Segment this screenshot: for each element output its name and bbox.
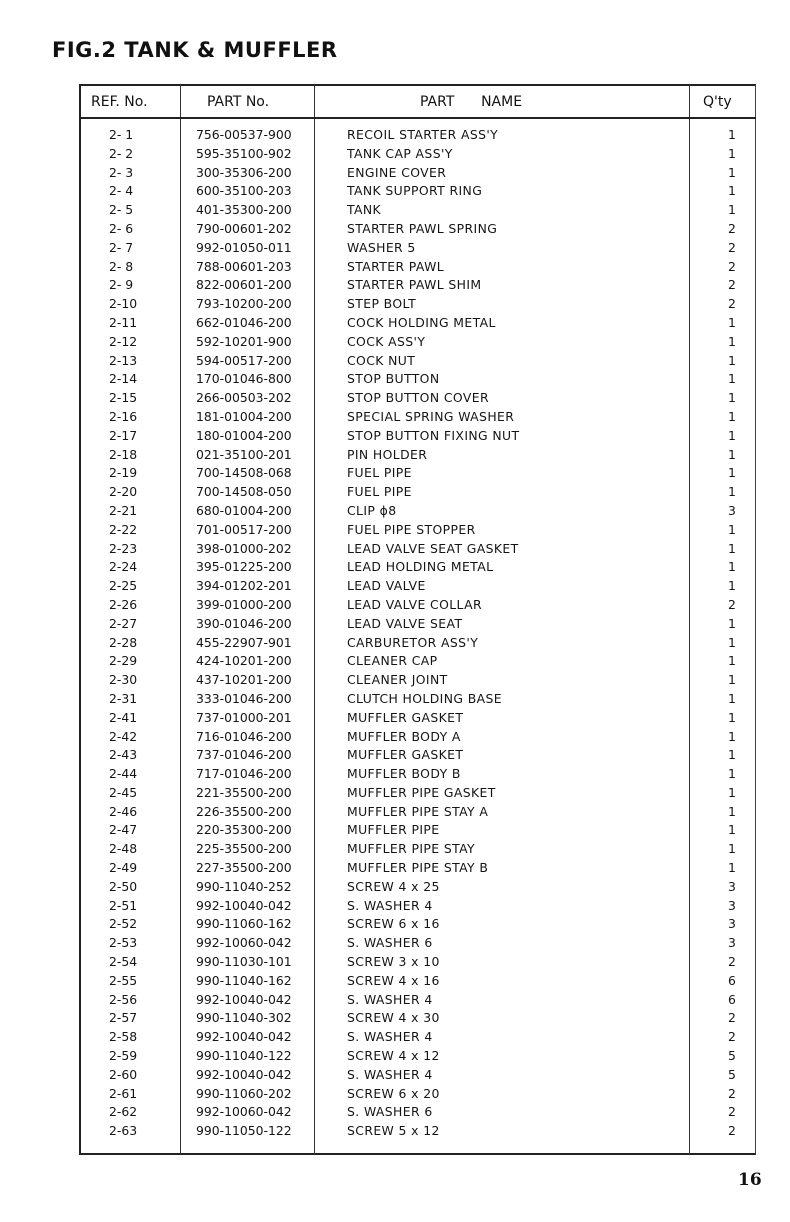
part-name-cell: CLEANER JOINT <box>347 672 448 688</box>
quantity-cell: 6 <box>728 991 736 1007</box>
quantity-cell: 1 <box>728 690 736 706</box>
header-part: PART No. <box>207 94 270 110</box>
part-number-cell: 822-00601-200 <box>196 277 292 293</box>
part-number-cell: 227-35500-200 <box>196 860 292 876</box>
part-name-cell: FUEL PIPE <box>347 484 412 500</box>
part-number-cell: 225-35500-200 <box>196 841 292 857</box>
table-row <box>79 482 756 501</box>
part-name-cell: CLEANER CAP <box>347 653 438 669</box>
part-number-cell: 990-11050-122 <box>196 1123 292 1139</box>
part-name-cell: SCREW 3 x 10 <box>347 954 440 970</box>
part-name-cell: S. WASHER 4 <box>347 1029 433 1045</box>
table-row <box>79 163 756 182</box>
ref-cell: 2-47 <box>109 822 138 838</box>
table-row <box>79 1102 756 1121</box>
part-name-cell: MUFFLER PIPE STAY <box>347 841 476 857</box>
part-name-cell: MUFFLER GASKET <box>347 747 464 763</box>
part-number-cell: 390-01046-200 <box>196 615 292 631</box>
table-row <box>79 445 756 464</box>
part-name-cell: COCK ASS'Y <box>347 333 426 349</box>
quantity-cell: 2 <box>728 1029 736 1045</box>
part-name-cell: TANK SUPPORT RING <box>347 183 483 199</box>
ref-cell: 2-19 <box>109 465 138 481</box>
table-row <box>79 125 756 144</box>
part-number-cell: 455-22907-901 <box>196 634 292 650</box>
part-name-cell: S. WASHER 6 <box>347 935 433 951</box>
part-name-cell: STEP BOLT <box>347 296 417 312</box>
quantity-cell: 1 <box>728 615 736 631</box>
table-row <box>79 332 756 351</box>
ref-cell: 2- 3 <box>109 164 134 180</box>
quantity-cell: 1 <box>728 709 736 725</box>
table-row <box>79 820 756 839</box>
part-name-cell: WASHER 5 <box>347 239 416 255</box>
ref-cell: 2- 1 <box>109 127 134 142</box>
part-number-cell: 398-01000-202 <box>196 540 292 556</box>
ref-cell: 2-42 <box>109 728 138 744</box>
ref-cell: 2-18 <box>109 446 138 462</box>
ref-cell: 2-56 <box>109 991 138 1007</box>
quantity-cell: 1 <box>728 860 736 876</box>
ref-cell: 2-22 <box>109 521 138 537</box>
quantity-cell: 1 <box>728 559 736 575</box>
quantity-cell: 3 <box>728 897 736 913</box>
table-row <box>79 557 756 576</box>
part-number-cell: 680-01004-200 <box>196 502 292 518</box>
quantity-cell: 1 <box>728 465 736 481</box>
quantity-cell: 1 <box>728 164 736 180</box>
ref-cell: 2-30 <box>109 672 138 688</box>
quantity-cell: 1 <box>728 653 736 669</box>
part-name-cell: MUFFLER PIPE STAY A <box>347 803 489 819</box>
quantity-cell: 1 <box>728 390 736 406</box>
table-row <box>79 1065 756 1084</box>
quantity-cell: 1 <box>728 408 736 424</box>
part-number-cell: 756-00537-900 <box>196 127 292 142</box>
ref-cell: 2-49 <box>109 860 138 876</box>
ref-cell: 2-58 <box>109 1029 138 1045</box>
part-name-cell: LEAD VALVE SEAT <box>347 615 463 631</box>
part-number-cell: 716-01046-200 <box>196 728 292 744</box>
ref-cell: 2-46 <box>109 803 138 819</box>
part-number-cell: 700-14508-068 <box>196 465 292 481</box>
table-row <box>79 1046 756 1065</box>
quantity-cell: 5 <box>728 1048 736 1064</box>
table-row <box>79 1008 756 1027</box>
table-row <box>79 971 756 990</box>
ref-cell: 2-13 <box>109 352 138 368</box>
page-title: FIG.2 TANK & MUFFLER <box>52 38 338 62</box>
part-number-cell: 181-01004-200 <box>196 408 292 424</box>
part-number-cell: 990-11040-252 <box>196 878 292 894</box>
table-row <box>79 783 756 802</box>
part-name-cell: LEAD HOLDING METAL <box>347 559 494 575</box>
table-row <box>79 463 756 482</box>
table-row <box>79 877 756 896</box>
part-name-cell: SCREW 4 x 30 <box>347 1010 440 1026</box>
ref-cell: 2-53 <box>109 935 138 951</box>
part-number-cell: 595-35100-902 <box>196 145 292 161</box>
part-number-cell: 992-10060-042 <box>196 1104 292 1120</box>
part-number-cell: 790-00601-202 <box>196 220 292 236</box>
part-name-cell: TANK CAP ASS'Y <box>347 145 453 161</box>
ref-cell: 2-24 <box>109 559 138 575</box>
part-number-cell: 424-10201-200 <box>196 653 292 669</box>
table-row <box>79 369 756 388</box>
ref-cell: 2-16 <box>109 408 138 424</box>
quantity-cell: 2 <box>728 1104 736 1120</box>
ref-cell: 2-12 <box>109 333 138 349</box>
part-number-cell: 266-00503-202 <box>196 390 292 406</box>
table-row <box>79 1084 756 1103</box>
part-number-cell: 992-10060-042 <box>196 935 292 951</box>
part-number-cell: 700-14508-050 <box>196 484 292 500</box>
part-name-cell: SCREW 5 x 12 <box>347 1123 440 1139</box>
ref-cell: 2-31 <box>109 690 138 706</box>
quantity-cell: 1 <box>728 446 736 462</box>
part-name-cell: SCREW 4 x 25 <box>347 878 440 894</box>
part-name-cell: LEAD VALVE SEAT GASKET <box>347 540 519 556</box>
quantity-cell: 1 <box>728 333 736 349</box>
table-row <box>79 501 756 520</box>
quantity-cell: 1 <box>728 127 736 142</box>
table-row <box>79 595 756 614</box>
table-row <box>79 633 756 652</box>
part-name-cell: FUEL PIPE STOPPER <box>347 521 476 537</box>
ref-cell: 2-61 <box>109 1085 138 1101</box>
ref-cell: 2-28 <box>109 634 138 650</box>
part-number-cell: 788-00601-203 <box>196 258 292 274</box>
part-number-cell: 220-35300-200 <box>196 822 292 838</box>
quantity-cell: 1 <box>728 578 736 594</box>
part-number-cell: 793-10200-200 <box>196 296 292 312</box>
quantity-cell: 2 <box>728 239 736 255</box>
ref-cell: 2-15 <box>109 390 138 406</box>
quantity-cell: 3 <box>728 916 736 932</box>
ref-cell: 2-51 <box>109 897 138 913</box>
quantity-cell: 1 <box>728 803 736 819</box>
part-number-cell: 990-11040-302 <box>196 1010 292 1026</box>
part-name-cell: S. WASHER 4 <box>347 1066 433 1082</box>
table-row <box>79 407 756 426</box>
table-row <box>79 1027 756 1046</box>
part-name-cell: MUFFLER PIPE STAY B <box>347 860 489 876</box>
quantity-cell: 5 <box>728 1066 736 1082</box>
part-number-cell: 737-01000-201 <box>196 709 292 725</box>
quantity-cell: 2 <box>728 277 736 293</box>
part-name-cell: CARBURETOR ASS'Y <box>347 634 479 650</box>
ref-cell: 2-29 <box>109 653 138 669</box>
table-row <box>79 181 756 200</box>
ref-cell: 2-21 <box>109 502 138 518</box>
table-row <box>79 238 756 257</box>
part-name-cell: ENGINE COVER <box>347 164 447 180</box>
ref-cell: 2-27 <box>109 615 138 631</box>
part-number-cell: 990-11040-162 <box>196 972 292 988</box>
table-row <box>79 745 756 764</box>
table-row <box>79 388 756 407</box>
part-number-cell: 300-35306-200 <box>196 164 292 180</box>
ref-cell: 2-48 <box>109 841 138 857</box>
part-number-cell: 180-01004-200 <box>196 427 292 443</box>
part-name-cell: SCREW 4 x 16 <box>347 972 440 988</box>
part-name-cell: MUFFLER BODY A <box>347 728 461 744</box>
quantity-cell: 1 <box>728 766 736 782</box>
part-name-cell: COCK NUT <box>347 352 416 368</box>
ref-cell: 2-26 <box>109 596 138 612</box>
table-row <box>79 896 756 915</box>
ref-cell: 2-50 <box>109 878 138 894</box>
table-row <box>79 933 756 952</box>
ref-cell: 2-59 <box>109 1048 138 1064</box>
ref-cell: 2-57 <box>109 1010 138 1026</box>
table-row <box>79 689 756 708</box>
table-row <box>79 275 756 294</box>
quantity-cell: 3 <box>728 502 736 518</box>
ref-cell: 2-41 <box>109 709 138 725</box>
ref-cell: 2-45 <box>109 784 138 800</box>
quantity-cell: 3 <box>728 935 736 951</box>
ref-cell: 2- 5 <box>109 202 134 218</box>
quantity-cell: 2 <box>728 258 736 274</box>
table-row <box>79 614 756 633</box>
ref-cell: 2-10 <box>109 296 138 312</box>
table-row <box>79 426 756 445</box>
quantity-cell: 1 <box>728 841 736 857</box>
ref-cell: 2-60 <box>109 1066 138 1082</box>
part-name-cell: S. WASHER 6 <box>347 1104 433 1120</box>
part-name-cell: STOP BUTTON FIXING NUT <box>347 427 520 443</box>
part-name-cell: CLIP ϕ8 <box>347 502 397 518</box>
table-row <box>79 313 756 332</box>
quantity-cell: 1 <box>728 672 736 688</box>
ref-cell: 2- 8 <box>109 258 134 274</box>
part-number-cell: 992-01050-011 <box>196 239 292 255</box>
quantity-cell: 2 <box>728 1085 736 1101</box>
table-row <box>79 839 756 858</box>
quantity-cell: 2 <box>728 1010 736 1026</box>
table-row <box>79 764 756 783</box>
part-number-cell: 021-35100-201 <box>196 446 292 462</box>
part-name-cell: MUFFLER PIPE GASKET <box>347 784 496 800</box>
quantity-cell: 1 <box>728 352 736 368</box>
part-name-cell: SCREW 6 x 20 <box>347 1085 440 1101</box>
part-name-cell: STARTER PAWL SHIM <box>347 277 482 293</box>
ref-cell: 2-14 <box>109 371 138 387</box>
ref-cell: 2- 6 <box>109 220 134 236</box>
ref-cell: 2-62 <box>109 1104 138 1120</box>
part-name-cell: RECOIL STARTER ASS'Y <box>347 127 499 142</box>
table-row <box>79 990 756 1009</box>
part-number-cell: 992-10040-042 <box>196 1029 292 1045</box>
quantity-cell: 2 <box>728 1123 736 1139</box>
part-number-cell: 399-01000-200 <box>196 596 292 612</box>
part-number-cell: 594-00517-200 <box>196 352 292 368</box>
ref-cell: 2-17 <box>109 427 138 443</box>
part-name-cell: S. WASHER 4 <box>347 991 433 1007</box>
part-number-cell: 600-35100-203 <box>196 183 292 199</box>
quantity-cell: 1 <box>728 314 736 330</box>
part-name-cell: SCREW 4 x 12 <box>347 1048 440 1064</box>
table-body <box>79 125 756 1140</box>
quantity-cell: 1 <box>728 484 736 500</box>
part-number-cell: 737-01046-200 <box>196 747 292 763</box>
ref-cell: 2-23 <box>109 540 138 556</box>
quantity-cell: 1 <box>728 371 736 387</box>
quantity-cell: 1 <box>728 728 736 744</box>
ref-cell: 2-55 <box>109 972 138 988</box>
quantity-cell: 6 <box>728 972 736 988</box>
part-name-cell: SPECIAL SPRING WASHER <box>347 408 515 424</box>
part-name-cell: CLUTCH HOLDING BASE <box>347 690 503 706</box>
quantity-cell: 2 <box>728 220 736 236</box>
part-number-cell: 992-10040-042 <box>196 991 292 1007</box>
ref-cell: 2-63 <box>109 1123 138 1139</box>
quantity-cell: 2 <box>728 954 736 970</box>
quantity-cell: 1 <box>728 202 736 218</box>
quantity-cell: 3 <box>728 878 736 894</box>
ref-cell: 2- 4 <box>109 183 134 199</box>
part-name-cell: STOP BUTTON COVER <box>347 390 489 406</box>
ref-cell: 2-52 <box>109 916 138 932</box>
table-row <box>79 520 756 539</box>
part-name-cell: SCREW 6 x 16 <box>347 916 440 932</box>
part-name-cell: MUFFLER PIPE <box>347 822 440 838</box>
part-number-cell: 717-01046-200 <box>196 766 292 782</box>
header-ref: REF. No. <box>91 94 148 110</box>
part-name-cell: FUEL PIPE <box>347 465 412 481</box>
quantity-cell: 1 <box>728 634 736 650</box>
table-row <box>79 219 756 238</box>
part-number-cell: 990-11040-122 <box>196 1048 292 1064</box>
quantity-cell: 1 <box>728 183 736 199</box>
page-number: 16 <box>738 1170 762 1190</box>
quantity-cell: 1 <box>728 427 736 443</box>
part-number-cell: 395-01225-200 <box>196 559 292 575</box>
table-row <box>79 670 756 689</box>
part-number-cell: 990-11030-101 <box>196 954 292 970</box>
table-row <box>79 576 756 595</box>
quantity-cell: 2 <box>728 296 736 312</box>
part-name-cell: TANK <box>347 202 382 218</box>
part-number-cell: 701-00517-200 <box>196 521 292 537</box>
quantity-cell: 1 <box>728 521 736 537</box>
part-name-cell: STARTER PAWL <box>347 258 445 274</box>
table-row <box>79 1121 756 1140</box>
quantity-cell: 1 <box>728 747 736 763</box>
table-row <box>79 858 756 877</box>
table-row <box>79 144 756 163</box>
part-name-cell: LEAD VALVE <box>347 578 426 594</box>
part-number-cell: 221-35500-200 <box>196 784 292 800</box>
part-number-cell: 990-11060-162 <box>196 916 292 932</box>
quantity-cell: 1 <box>728 784 736 800</box>
part-name-cell: STARTER PAWL SPRING <box>347 220 498 236</box>
part-number-cell: 437-10201-200 <box>196 672 292 688</box>
part-number-cell: 992-10040-042 <box>196 897 292 913</box>
quantity-cell: 1 <box>728 540 736 556</box>
part-number-cell: 333-01046-200 <box>196 690 292 706</box>
ref-cell: 2- 9 <box>109 277 134 293</box>
ref-cell: 2-25 <box>109 578 138 594</box>
quantity-cell: 1 <box>728 145 736 161</box>
part-name-cell: MUFFLER GASKET <box>347 709 464 725</box>
part-name-cell: S. WASHER 4 <box>347 897 433 913</box>
quantity-cell: 2 <box>728 596 736 612</box>
table-row <box>79 257 756 276</box>
table-row <box>79 914 756 933</box>
table-row <box>79 200 756 219</box>
part-number-cell: 394-01202-201 <box>196 578 292 594</box>
part-name-cell: PIN HOLDER <box>347 446 428 462</box>
ref-cell: 2-44 <box>109 766 138 782</box>
table-row <box>79 727 756 746</box>
table-row <box>79 539 756 558</box>
part-name-cell: COCK HOLDING METAL <box>347 314 496 330</box>
part-number-cell: 990-11060-202 <box>196 1085 292 1101</box>
table-row <box>79 952 756 971</box>
ref-cell: 2- 7 <box>109 239 134 255</box>
part-number-cell: 592-10201-900 <box>196 333 292 349</box>
part-number-cell: 401-35300-200 <box>196 202 292 218</box>
table-row <box>79 294 756 313</box>
ref-cell: 2-54 <box>109 954 138 970</box>
ref-cell: 2-20 <box>109 484 138 500</box>
header-divider <box>79 117 756 119</box>
part-name-cell: MUFFLER BODY B <box>347 766 461 782</box>
part-name-cell: LEAD VALVE COLLAR <box>347 596 483 612</box>
part-number-cell: 170-01046-800 <box>196 371 292 387</box>
table-row <box>79 351 756 370</box>
part-name-cell: STOP BUTTON <box>347 371 440 387</box>
part-number-cell: 662-01046-200 <box>196 314 292 330</box>
ref-cell: 2-11 <box>109 314 138 330</box>
table-row <box>79 708 756 727</box>
part-number-cell: 226-35500-200 <box>196 803 292 819</box>
header-name: PART NAME <box>420 94 523 110</box>
header-qty: Q'ty <box>703 94 732 110</box>
quantity-cell: 1 <box>728 822 736 838</box>
ref-cell: 2-43 <box>109 747 138 763</box>
ref-cell: 2- 2 <box>109 145 134 161</box>
table-row <box>79 651 756 670</box>
part-number-cell: 992-10040-042 <box>196 1066 292 1082</box>
table-row <box>79 802 756 821</box>
